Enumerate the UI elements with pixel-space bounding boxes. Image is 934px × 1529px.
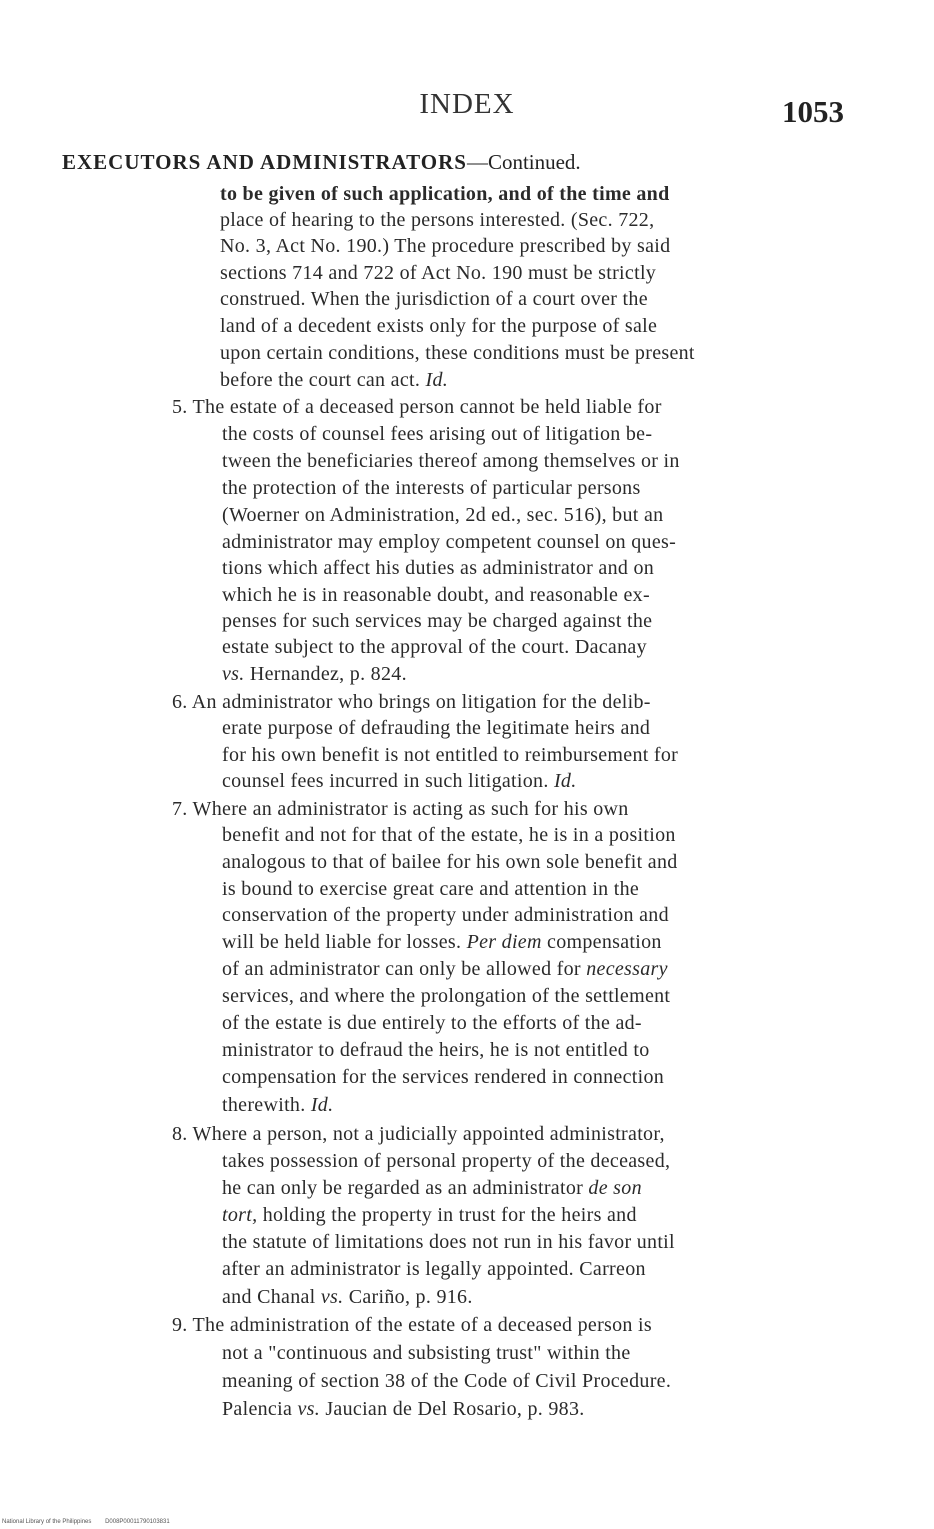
text-line: will be held liable for losses. Per diem compensation xyxy=(222,931,662,953)
text-line: before the court can act. Id. xyxy=(220,369,449,391)
text-line: No. 3, Act No. 190.) The procedure prescribed by said xyxy=(220,235,671,257)
text-line: services, and where the prolongation of the settlement xyxy=(222,985,671,1007)
index-heading xyxy=(62,150,581,175)
text-line: Palencia vs. Jaucian de Del Rosario, p. 983. xyxy=(222,1398,585,1420)
text-line: upon certain conditions, these conditions must be present xyxy=(220,342,695,364)
text-line: penses for such services may be charged against the xyxy=(222,610,653,632)
footer-library: National Library of the Philippines xyxy=(2,1519,92,1525)
text-line: therewith. Id. xyxy=(222,1094,334,1116)
index-entry-7: 7. Where an administrator is acting as such for his own xyxy=(172,798,629,820)
text-line: of the estate is due entirely to the efforts of the ad- xyxy=(222,1012,642,1034)
text-line: administrator may employ competent counsel on ques- xyxy=(222,531,677,553)
index-entry-8: 8. Where a person, not a judicially appointed administrator, xyxy=(172,1123,665,1145)
text-line: meaning of section 38 of the Code of Civil Procedure. xyxy=(222,1370,672,1392)
text-line: after an administrator is legally appointed. Carreon xyxy=(222,1258,646,1280)
text-line: not a "continuous and subsisting trust" within the xyxy=(222,1342,631,1364)
index-entry-5: 5. The estate of a deceased person cannot be held liable for xyxy=(172,396,662,418)
text-line: he can only be regarded as an administrator de son xyxy=(222,1177,642,1199)
text-line: estate subject to the approval of the court. Dacanay xyxy=(222,636,647,658)
text-line: the costs of counsel fees arising out of litigation be- xyxy=(222,423,653,445)
text-line: (Woerner on Administration, 2d ed., sec. 516), but an xyxy=(222,504,664,526)
text-line: takes possession of personal property of the deceased, xyxy=(222,1150,671,1172)
heading-continued: —Continued. xyxy=(466,150,581,174)
text-line: to be given of such application, and of the time and xyxy=(220,183,670,205)
text-line: and Chanal vs. Cariño, p. 916. xyxy=(222,1286,473,1308)
page-header-title: INDEX xyxy=(419,88,515,120)
text-line: the statute of limitations does not run in his favor until xyxy=(222,1231,675,1253)
text-line: benefit and not for that of the estate, he is in a position xyxy=(222,824,676,846)
text-line: conservation of the property under administration and xyxy=(222,904,669,926)
text-line: land of a decedent exists only for the purpose of sale xyxy=(220,315,658,337)
text-line: ministrator to defraud the heirs, he is not entitled to xyxy=(222,1039,650,1061)
heading-caps: EXECUTORS AND ADMINISTRATORS xyxy=(62,150,467,174)
text-line: which he is in reasonable doubt, and reasonable ex- xyxy=(222,584,650,606)
text-line: erate purpose of defrauding the legitimate heirs and xyxy=(222,717,651,739)
index-entry-6: 6. An administrator who brings on litigation for the delib- xyxy=(172,691,651,713)
text-line: vs. Hernandez, p. 824. xyxy=(222,663,407,685)
scan-footer xyxy=(2,1519,182,1525)
text-line: is bound to exercise great care and attention in the xyxy=(222,878,640,900)
text-line: counsel fees incurred in such litigation. Id. xyxy=(222,770,577,792)
text-line: tions which affect his duties as administrator and on xyxy=(222,557,655,579)
footer-id: D008P00011790103831 xyxy=(105,1519,170,1525)
text-line: tort, holding the property in trust for the heirs and xyxy=(222,1204,637,1226)
text-line: sections 714 and 722 of Act No. 190 must be strictly xyxy=(220,262,657,284)
text-line: compensation for the services rendered in connection xyxy=(222,1066,665,1088)
text-line: analogous to that of bailee for his own sole benefit and xyxy=(222,851,678,873)
text-line: place of hearing to the persons interested. (Sec. 722, xyxy=(220,209,655,231)
text-line: construed. When the jurisdiction of a court over the xyxy=(220,288,648,310)
index-entry-9: 9. The administration of the estate of a deceased person is xyxy=(172,1314,652,1336)
text-line: the protection of the interests of particular persons xyxy=(222,477,641,499)
page-number: 1053 xyxy=(782,94,844,129)
text-line: for his own benefit is not entitled to reimbursement for xyxy=(222,744,679,766)
text-line: tween the beneficiaries thereof among themselves or in xyxy=(222,450,680,472)
text-line: of an administrator can only be allowed for necessary xyxy=(222,958,668,980)
